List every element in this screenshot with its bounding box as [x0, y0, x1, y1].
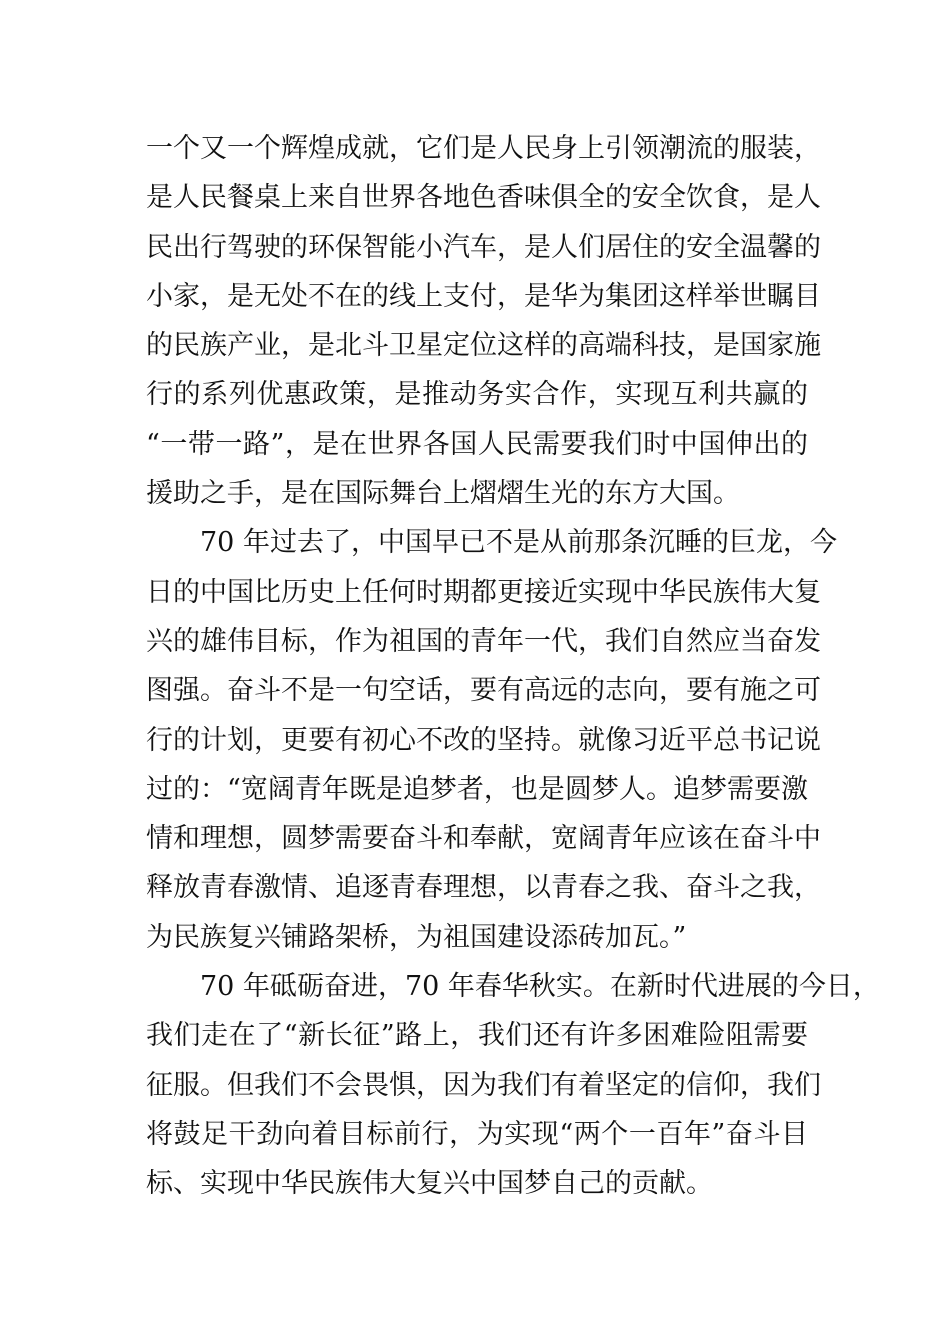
text-line: 是人民餐桌上来自世界各地色香味俱全的安全饮食，是人 [146, 182, 821, 214]
text-line: 兴的雄伟目标，作为祖国的青年一代，我们自然应当奋发 [146, 625, 821, 657]
text-line: 标、实现中华民族伟大复兴中国梦自己的贡献。 [146, 1168, 713, 1200]
text-line: 70 年过去了，中国早已不是从前那条沉睡的巨龙，今 [200, 527, 837, 559]
text-line: 征服。但我们不会畏惧，因为我们有着坚定的信仰，我们 [146, 1069, 821, 1101]
text-line: 民出行驾驶的环保智能小汽车，是人们居住的安全温馨的 [146, 231, 821, 263]
text-line: 行的计划，更要有初心不改的坚持。就像习近平总书记说 [146, 724, 821, 756]
text-line: 一个又一个辉煌成就，它们是人民身上引领潮流的服装， [146, 133, 821, 164]
text-line: 过的：“宽阔青年既是追梦者，也是圆梦人。追梦需要激 [146, 773, 808, 805]
text-line: 为民族复兴铺路架桥，为祖国建设添砖加瓦。” [146, 921, 687, 953]
text-line: 行的系列优惠政策，是推动务实合作，实现互利共赢的 [146, 379, 808, 411]
paragraph-3 [146, 962, 880, 1208]
text-line: 小家，是无处不在的线上支付，是华为集团这样举世瞩目 [146, 280, 821, 312]
text-line: 情和理想，圆梦需要奋斗和奉献，宽阔青年应该在奋斗中 [146, 823, 821, 855]
text-line: 释放青春激情、追逐青春理想，以青春之我、奋斗之我， [146, 872, 821, 904]
text-line: 将鼓足干劲向着目标前行，为实现“两个一百年”奋斗目 [146, 1118, 808, 1150]
document-body [146, 124, 880, 1209]
text-line: “一带一路”，是在世界各国人民需要我们时中国伸出的 [146, 428, 808, 460]
text-line: 图强。奋斗不是一句空话，要有高远的志向，要有施之可 [146, 675, 821, 707]
paragraph-2 [146, 518, 837, 962]
paragraph-1 [146, 124, 821, 518]
text-line: 的民族产业，是北斗卫星定位这样的高端科技，是国家施 [146, 330, 821, 362]
text-line: 日的中国比历史上任何时期都更接近实现中华民族伟大复 [146, 576, 821, 608]
text-line: 70 年砥砺奋进，70 年春华秋实。在新时代进展的今日， [200, 971, 880, 1003]
text-line: 援助之手，是在国际舞台上熠熠生光的东方大国。 [146, 478, 740, 510]
text-line: 我们走在了“新长征”路上，我们还有许多困难险阻需要 [146, 1020, 808, 1052]
